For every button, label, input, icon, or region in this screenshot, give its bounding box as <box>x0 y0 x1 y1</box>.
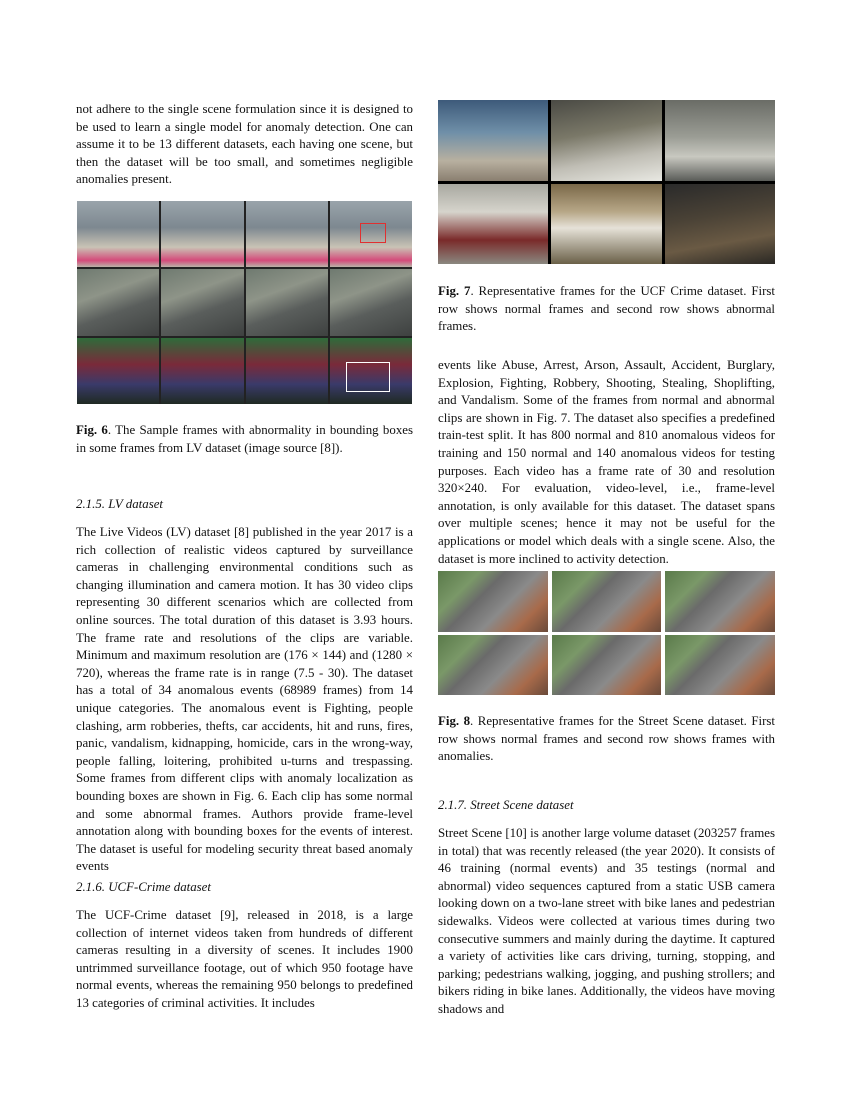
section-heading-street-scene: 2.1.7. Street Scene dataset <box>438 798 574 812</box>
fig7-caption-text: . Representative frames for the UCF Crime dataset. First row shows normal frames and second row shows abnormal frames. <box>438 284 775 334</box>
ucf-frame <box>438 100 548 181</box>
fig6-caption-text: . The Sample frames with abnormality in bounding boxes in some frames from LV dataset (image source [8]). <box>76 423 413 455</box>
street-frame <box>438 635 548 696</box>
street-scene-paragraph: Street Scene [10] is another large volume dataset (203257 frames in total) that was recently released (the year 2020). It consists of 46 training (normal events) and 35 testings (normal and abnormal) video sequences captured from a static USB camera looking down on a two-lane street with bike lanes and pedestrian sidewalks. Videos were collected at various times during two consecutive summers and mainly during the daytime. It captured a variety of activities like cars driving, turning, stopping, and parking; pedestrians walking, jogging, and pushing strollers; and bikers riding in bike lanes. Additionally, the videos have moving shadows and <box>438 826 775 1016</box>
street-frame <box>552 635 662 696</box>
section-heading-ucf: 2.1.6. UCF-Crime dataset <box>76 880 211 894</box>
fig6-image-grid <box>77 201 412 404</box>
lv-frame <box>330 338 412 404</box>
ucf-dataset-paragraph: The UCF-Crime dataset [9], released in 2018, is a large collection of internet videos taken from hundreds of different cameras resulting in a diversity of scenes. It includes 1900 untrimmed surveillance footage, out of which 950 footage have normal events, whereas the remaining 950 belongs to predefined 13 categories of criminal activities. It includes <box>76 908 413 1010</box>
fig8-caption <box>438 713 775 766</box>
lv-frame <box>330 269 412 335</box>
ucf-frame <box>665 184 775 265</box>
ucf-frame <box>551 100 661 181</box>
intro-paragraph: not adhere to the single scene formulation since it is designed to be used to learn a single model for anomaly detection. One can assume it to be 13 different datasets, each having one scene, but then the dataset will be too small, and sometimes negligible anomalies present. <box>76 102 413 187</box>
lv-frame <box>330 201 412 267</box>
fig8-label: Fig. 8 <box>438 714 471 728</box>
lv-frame <box>246 201 328 267</box>
lv-frame <box>161 338 243 404</box>
street-frame <box>665 635 775 696</box>
ucf-frame <box>665 100 775 181</box>
lv-frame <box>77 269 159 335</box>
anomaly-bounding-box <box>346 362 390 392</box>
lv-dataset-paragraph: The Live Videos (LV) dataset [8] published in the year 2017 is a rich collection of realistic videos captured by surveillance cameras in challenging environmental conditions such as changing illumination and camera motion. It has 30 video clips representing 30 different scenarios which are collected from online sources. The total duration of this dataset is 3.93 hours. The frame rate and resolutions of the clips are variable. Minimum and maximum resolution are (176 × 144) and (1280 × 720), whereas the frame rate is in range (7.5 - 30). The dataset has a total of 34 anomalous events (68989 frames) from 14 unique categories. The anomalous event is Fighting, people clashing, arm robberies, thefts, car accidents, hit and runs, fires, panic, vandalism, kidnapping, homicide, cars in the wrong-way, people falling, loitering, prohibited u-turns and trespassing. Some frames from different clips with anomaly localization as bounding boxes are shown in Fig. 6. Each clip has some normal and some abnormal frames. Authors provide frame-level annotation along with bounding boxes for the events of interest. The dataset is useful for modeling security threat based anomaly events <box>76 525 413 874</box>
ucf-continuation-paragraph: events like Abuse, Arrest, Arson, Assault, Accident, Burglary, Explosion, Fighting, Robbery, Shooting, Stealing, Shoplifting, and Vandalism. Some of the frames from normal and abnormal clips are shown in Fig. 7. The dataset also specifies a predefined train-test split. It has 800 normal and 810 anomalous videos for training and 150 normal and 140 anomalous videos for testing purposes. Each video has a frame rate of 30 and resolution 320×240. For evaluation, video-level, i.e., frame-level annotation, is only available for this dataset. The dataset spans over multiple scenes; hence it may not be useful for the applications or model which deals with a single scene. Also, the dataset is more inclined to activity detection. <box>438 358 775 566</box>
fig8-caption-text: . Representative frames for the Street Scene dataset. First row shows normal frames and second row shows frames with anomalies. <box>438 714 775 764</box>
ucf-frame <box>438 184 548 265</box>
lv-frame <box>161 201 243 267</box>
street-frame <box>552 571 662 632</box>
anomaly-bounding-box <box>360 223 386 243</box>
fig7-image-grid <box>438 100 775 264</box>
lv-frame <box>77 338 159 404</box>
lv-frame <box>77 201 159 267</box>
lv-frame <box>161 269 243 335</box>
street-frame <box>665 571 775 632</box>
lv-frame <box>246 269 328 335</box>
fig6-caption <box>76 422 413 457</box>
lv-frame <box>246 338 328 404</box>
fig7-caption <box>438 283 775 336</box>
ucf-frame <box>551 184 661 265</box>
street-frame <box>438 571 548 632</box>
fig6-label: Fig. 6 <box>76 423 108 437</box>
fig7-label: Fig. 7 <box>438 284 471 298</box>
section-heading-lv: 2.1.5. LV dataset <box>76 497 164 511</box>
fig8-image-grid <box>438 571 775 695</box>
